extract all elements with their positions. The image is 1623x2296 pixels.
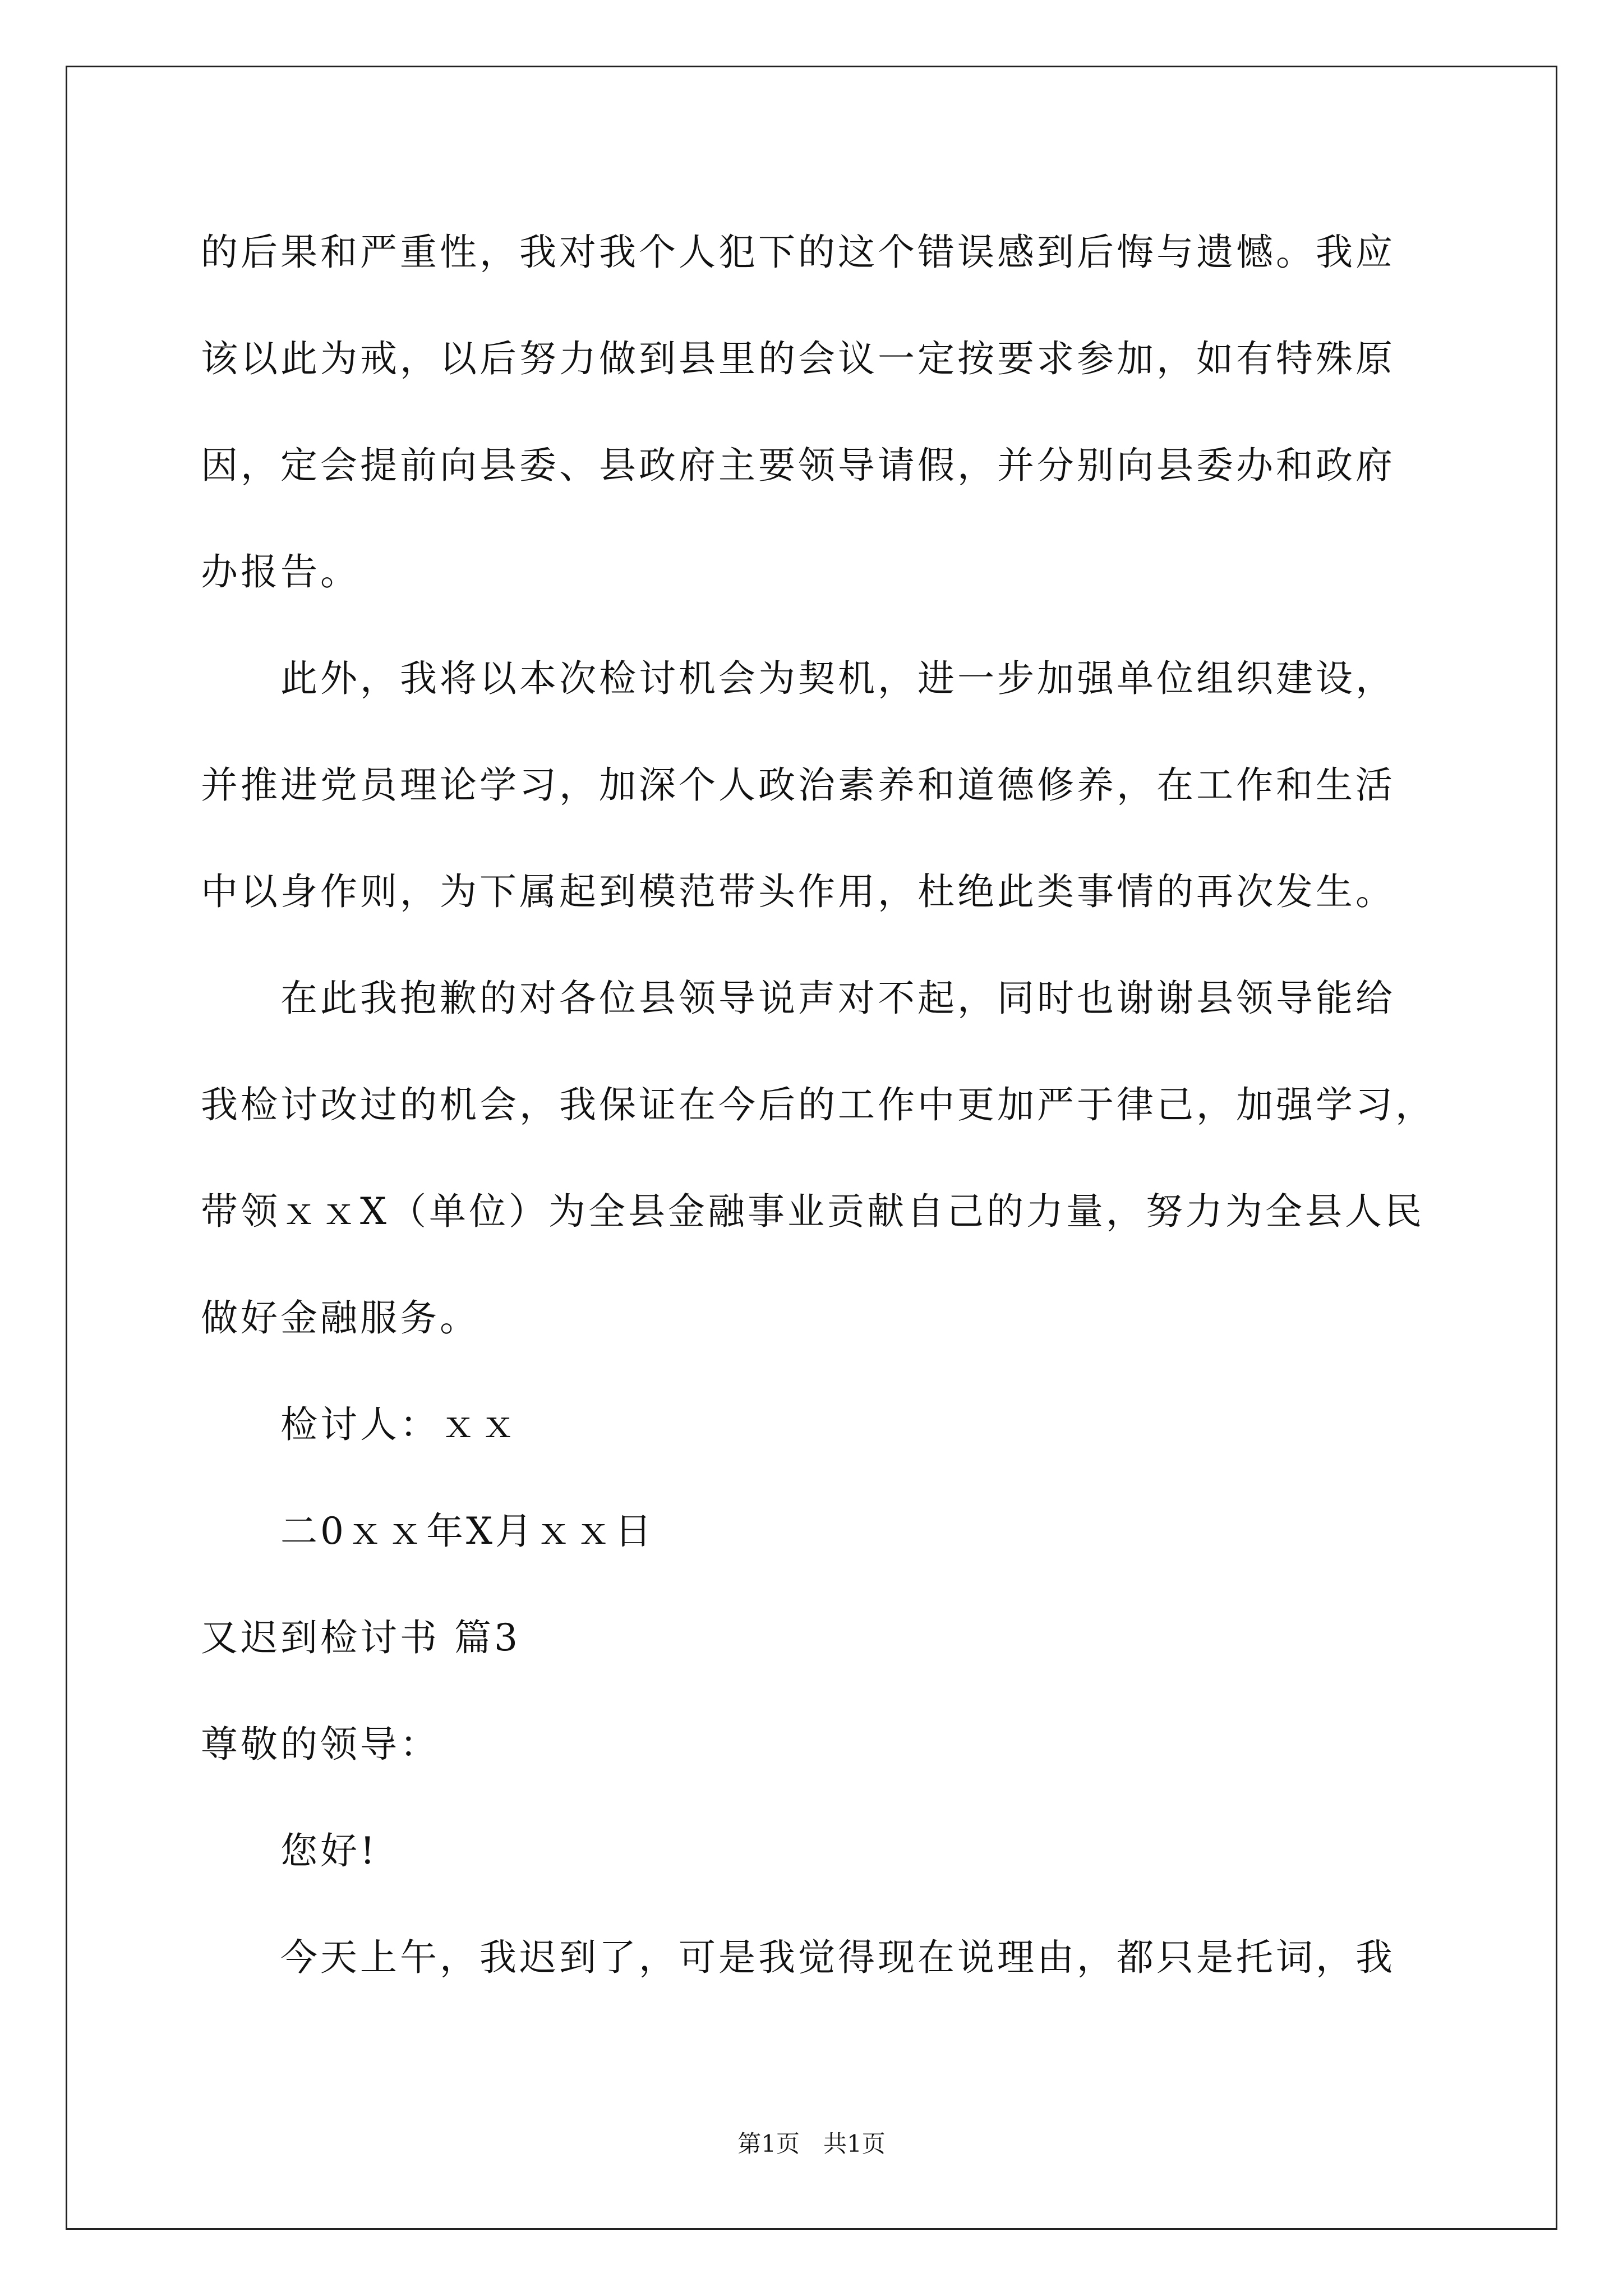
page-footer: 第1页 共1页 [737, 2130, 886, 2157]
greeting: 您好! [280, 1829, 378, 1872]
paragraph-line: 今天上午，我迟到了，可是我觉得现在说理由，都只是托词，我 [280, 1936, 1395, 1979]
text-line: 该以此为戒，以后努力做到县里的会议一定按要求参加，如有特殊原 [201, 337, 1395, 380]
paragraph-line: 此外，我将以本次检讨机会为契机，进一步加强单位组织建设， [280, 657, 1395, 700]
text-line: 的后果和严重性，我对我个人犯下的这个错误感到后悔与遗憾。我应 [201, 231, 1395, 274]
text-line: 并推进党员理论学习，加深个人政治素养和道德修养，在工作和生活 [201, 763, 1395, 807]
text-line: 我检讨改过的机会，我保证在今后的工作中更加严于律己，加强学习， [201, 1083, 1435, 1126]
page-border [66, 66, 1557, 2230]
signature-line: 检讨人：ｘｘ [280, 1403, 519, 1446]
section-title: 又迟到检讨书 篇3 [201, 1616, 520, 1659]
salutation: 尊敬的领导： [201, 1723, 440, 1766]
text-line: 做好金融服务。 [201, 1296, 479, 1340]
text-line: 因，定会提前向县委、县政府主要领导请假，并分别向县委办和政府 [201, 444, 1395, 487]
text-line: 中以身作则，为下属起到模范带头作用，杜绝此类事情的再次发生。 [201, 870, 1395, 913]
text-line: 办报告。 [201, 550, 360, 593]
paragraph-line: 在此我抱歉的对各位县领导说声对不起，同时也谢谢县领导能给 [280, 977, 1395, 1020]
date-line: 二0ｘｘ年X月ｘｘ日 [280, 1510, 654, 1553]
text-line: 带领ｘｘX（单位）为全县金融事业贡献自己的力量，努力为全县人民 [201, 1190, 1424, 1233]
